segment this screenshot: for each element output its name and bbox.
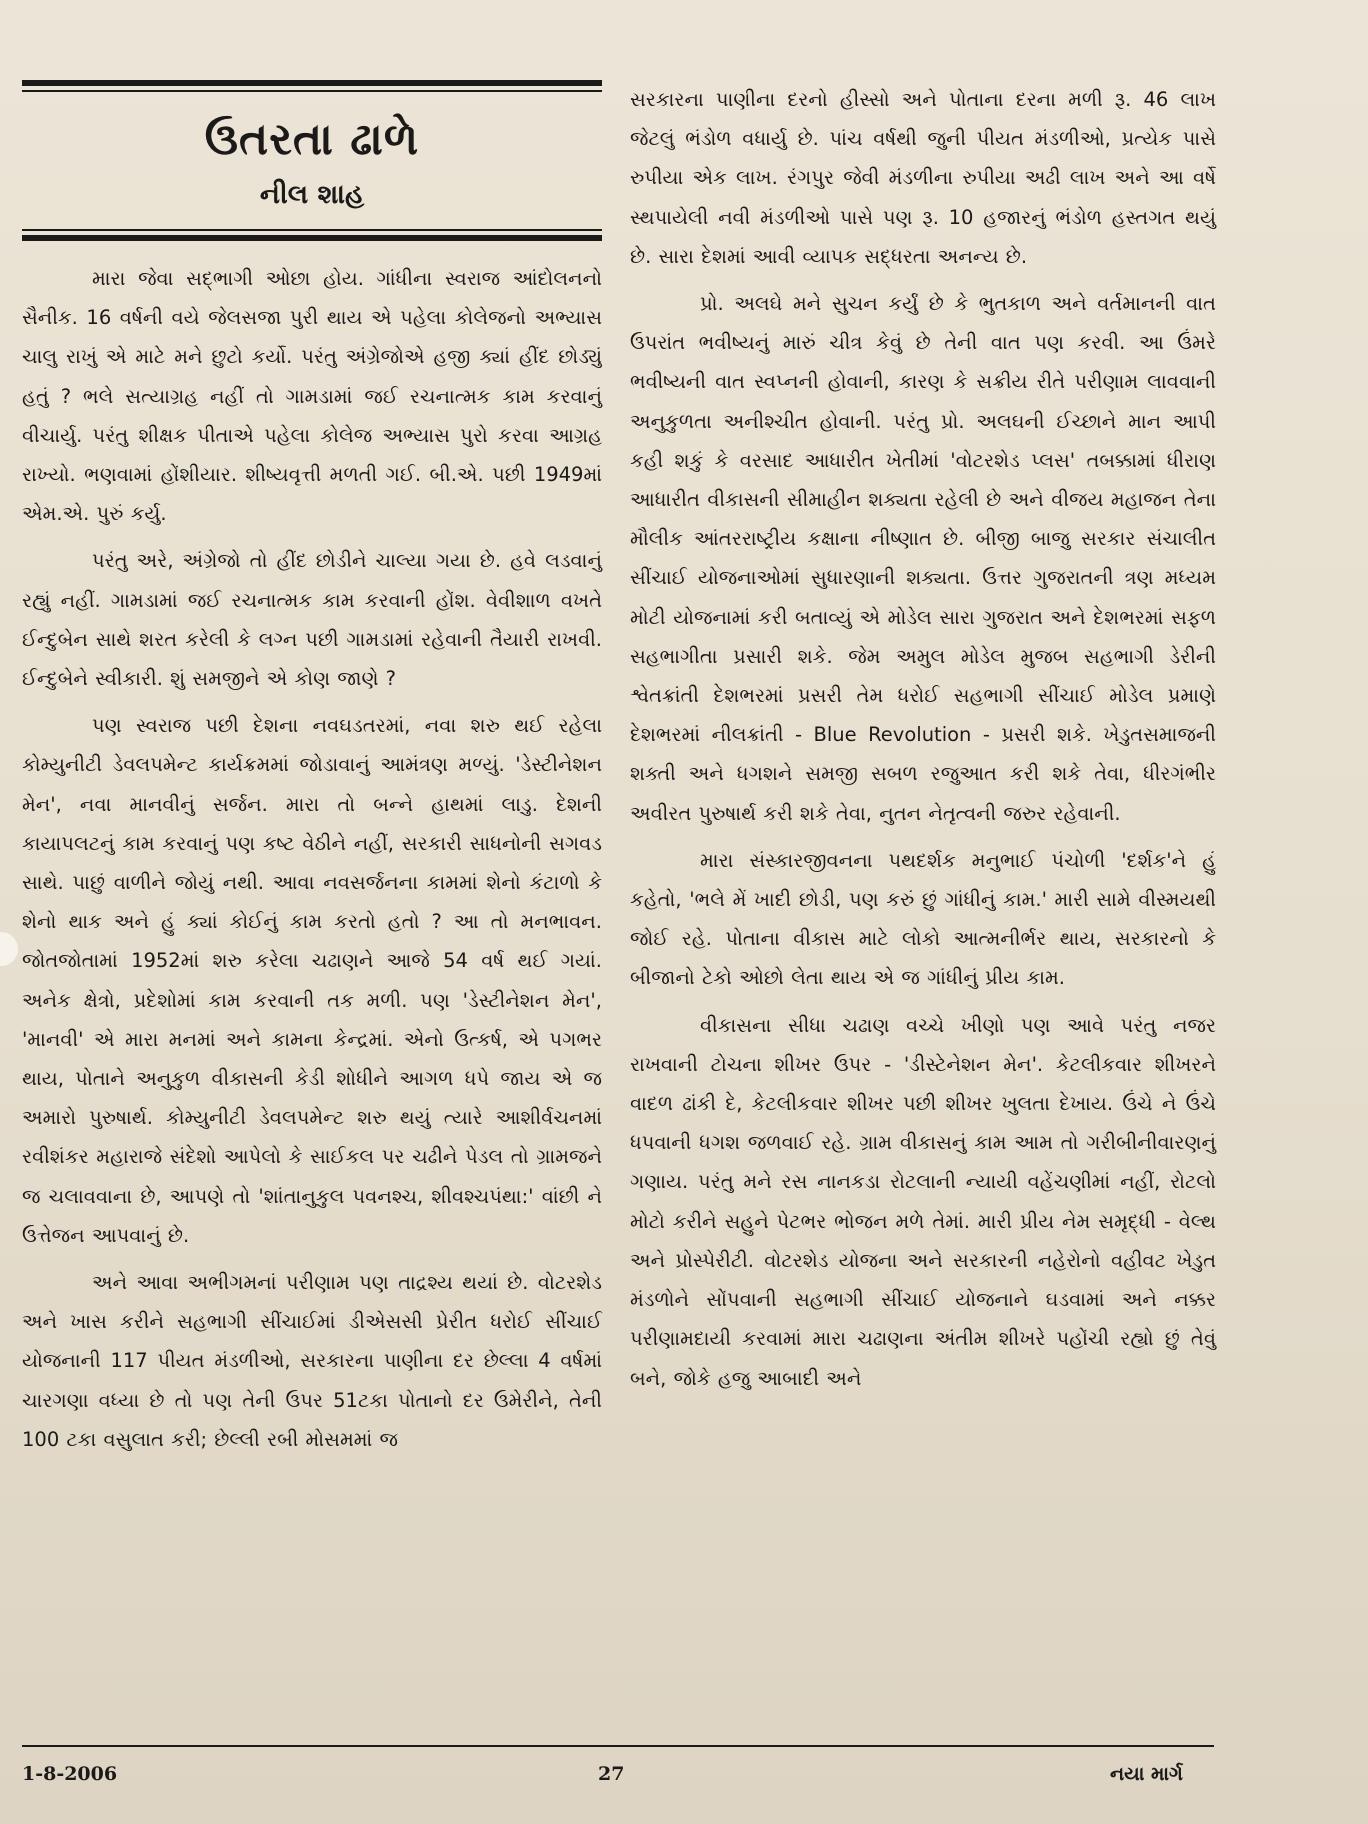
paragraph: પણ સ્વરાજ પછી દેશના નવઘડતરમાં, નવા શરુ થઈ રહેલા કોમ્યુનીટી ડેવલપમેન્ટ કાર્યક્રમમાં જોડાવાનું આમંત્રણ મળ્યું. 'ડેસ્ટીનેશન મેન', નવા માનવીનું સર્જન. મારા તો બન્ને હાથમાં લાડુ. દેશની કાયાપલટનું કામ કરવાનું પણ કષ્ટ વેઠીને નહીં, સરકારી સાધનોની સગવડ સાથે. પાછું વાળીને જોયું નથી. આવા નવસર્જનના કામમાં શેનો કંટાળો કે શેનો થાક અને હું ક્યાં કોઈનું કામ કરતો હતો ? આ તો મનભાવન. જોતજોતામાં 1952માં શરુ કરેલા ચઢાણને આજે 54 વર્ષ થઈ ગયાં. અનેક ક્ષેત્રો, પ્રદેશોમાં કામ કરવાની તક મળી. પણ 'ડેસ્ટીનેશન મેન', 'માનવી' એ મારા મનમાં અને કામના કેન્દ્રમાં. એનો ઉત્કર્ષ, એ પગભર થાય, પોતાને અનુકુળ વીકાસની કેડી શોધીને આગળ ધપે જાય એ જ અમારો પુરુષાર્થ. કોમ્યુનીટી ડેવલપમેન્ટ શરુ થયું ત્યારે આશીર્વચનમાં રવીશંકર મહારાજે સંદેશો આપેલો કે સાઈકલ પર ચઢીને પેડલ તો ગ્રામજને જ ચલાવવાના છે, આપણે તો 'શાંતાનુકુલ પવનશ્ચ, શીવશ્ચપંથા:' વાંછી ને ઉત્તેજન આપવાનું છે. [22,714,602,1247]
right-column [630,80,1216,1406]
article-title: ઉતરતા ઢાળે [204,114,420,165]
paragraph: પરંતુ અરે, અંગ્રેજો તો હીંદ છોડીને ચાલ્યા ગયા છે. હવે લડવાનું રહ્યું નહીં. ગામડામાં જઈ રચનાત્મક કામ કરવાની હોંશ. વેવીશાળ વખતે ઈન્દુબેન સાથે શરત કરેલી કે લગ્ન પછી ગામડામાં રહેવાની તૈયારી રાખવી. ઈન્દુબેને સ્વીકારી. શું સમજીને એ કોણ જાણે ? [22,549,602,691]
paragraph: મારા જેવા સદ્ભાગી ઓછા હોય. ગાંધીના સ્વરાજ આંદોલનનો સૈનીક. 16 વર્ષની વયે જેલસજા પુરી થાય એ પહેલા કોલેજનો અભ્યાસ ચાલુ રાખું એ માટે મને છુટો કર્યો. પરંતુ અંગ્રેજોએ હજી ક્યાં હીંદ છોડ્યું હતું ? ભલે સત્યાગ્રહ નહીં તો ગામડામાં જઈ રચનાત્મક કામ કરવાનું વીચાર્યુ. પરંતુ શીક્ષક પીતાએ પહેલા કોલેજ અભ્યાસ પુરો કરવા આગ્રહ રાખ્યો. ભણવામાં હોંશીયાર. શીષ્યવૃત્તી મળતી ગઈ. બી.એ. પછી 1949માં એમ.એ. પુરું કર્યુ. [22,267,602,526]
left-column [22,80,602,1467]
paragraph: પ્રો. અલઘે મને સુચન કર્યું છે કે ભુતકાળ અને વર્તમાનની વાત ઉપરાંત ભવીષ્યનું મારું ચીત્ર કેવું છે તેની વાત પણ કરવી. આ ઉંમરે ભવીષ્યની વાત સ્વપ્નની હોવાની, કારણ કે સક્રીય રીતે પરીણામ લાવવાની અનુકુળતા અનીશ્ચીત હોવાની. પરંતુ પ્રો. અલઘની ઈચ્છાને માન આપી કહી શકું કે વરસાદ આધારીત ખેતીમાં 'વોટરશેડ પ્લસ' તબક્કામાં ધીરાણ આધારીત વીકાસની સીમાહીન શક્યતા રહેલી છે અને વીજય મહાજન તેના મૌલીક આંતરરાષ્ટ્રીય કક્ષાના નીષ્ણાત છે. બીજી બાજુ સરકાર સંચાલીત સીંચાઈ યોજનાઓમાં સુધારણાની શક્યતા. ઉત્તર ગુજરાતની ત્રણ મધ્યમ મોટી યોજનામાં કરી બતાવ્યું એ મોડેલ સારા ગુજરાત અને દેશભરમાં સફળ સહભાગીતા પ્રસારી શકે. જેમ અમુલ મોડેલ મુજબ સહભાગી ડેરીની શ્વેતક્રાંતી દેશભરમાં પ્રસરી તેમ ધરોઈ સહભાગી સીંચાઈ મોડેલ પ્રમાણે દેશભરમાં નીલક્રાંતી - Blue Revolution - પ્રસરી શકે. ખેડુતસમાજની શક્તી અને ધગશને સમજી સબળ રજુઆત કરી શકે તેવા, ધીરગંભીર અવીરત પુરુષાર્થ કરી શકે તેવા, નુતન નેતૃત્વની જરુર રહેવાની. [630,292,1216,825]
header-rule-top-thin [22,90,602,92]
paragraph: મારા સંસ્કારજીવનના પથદર્શક મનુભાઈ પંચોળી 'દર્શક'ને હું કહેતો, 'ભલે મેં ખાદી છોડી, પણ કરું છું ગાંધીનું કામ.' મારી સામે વીસ્મયથી જોઈ રહે. પોતાના વીકાસ માટે લોકો આત્મનીર્ભર થાય, સરકારનો કે બીજાનો ટેકો ઓછો લેતા થાય એ જ ગાંધીનું પ્રીય કામ. [630,848,1216,990]
issue-date: 1-8-2006 [22,1763,118,1785]
paragraph: અને આવા અભીગમનાં પરીણામ પણ તાદ્રશ્ય થયાં છે. વોટરશેડ અને ખાસ કરીને સહભાગી સીંચાઈમાં ડીએસસી પ્રેરીત ધરોઈ સીંચાઈ યોજનાની 117 પીયત મંડળીઓ, સરકારના પાણીના દર છેલ્લા 4 વર્ષમાં ચારગણા વધ્યા છે તો પણ તેની ઉપર 51ટકા પોતાનો દર ઉમેરીને, તેની 100 ટકા વસુલાત કરી; છેલ્લી રબી મોસમમાં જ [22,1271,602,1451]
article-author: નીલ શાહ [259,179,365,210]
page-number: 27 [598,1763,625,1785]
header-rule-bottom [22,235,602,241]
header-rule-top [22,80,602,86]
torn-hole [0,932,18,966]
footer-rule [22,1745,1214,1747]
header-rule-bottom-thin [22,229,602,231]
paragraph: વીકાસના સીધા ચઢાણ વચ્ચે ખીણો પણ આવે પરંતુ નજર રાખવાની ટોચના શીખર ઉપર - 'ડીસ્ટેનેશન મેન'. કેટલીકવાર શીખરને વાદળ ઢાંકી દે, કેટલીકવાર શીખર પછી શીખર ખુલતા દેખાય. ઉંચે ને ઉંચે ધપવાની ધગશ જળવાઈ રહે. ગ્રામ વીકાસનું કામ આમ તો ગરીબીનીવારણનું ગણાય. પરંતુ મને રસ નાનકડા રોટલાની ન્યાયી વહેંચણીમાં નહીં, રોટલો મોટો કરીને સહુને પેટભર ભોજન મળે તેમાં. મારી પ્રીય નેમ સમૃદ્ધી - વેલ્થ અને પ્રોસ્પેરીટી. વોટરશેડ યોજના અને સરકારની નહેરોનો વહીવટ ખેડુત મંડળોને સોંપવાની સહભાગી સીંચાઈ યોજનાને ઘડવામાં અને નક્કર પરીણામદાયી કરવામાં મારા ચઢાણના અંતીમ શીખરે પહોંચી રહ્યો છું તેવું બને, જોકે હજુ આબાદી અને [630,1013,1216,1390]
paragraph: સરકારના પાણીના દરનો હીસ્સો અને પોતાના દરના મળી રૂ. 46 લાખ જેટલું ભંડોળ વધાર્યુ છે. પાંચ વર્ષથી જુની પીયત મંડળીઓ, પ્રત્યેક પાસે રુપીયા એક લાખ. રંગપુર જેવી મંડળીના રુપીયા અઢી લાખ અને આ વર્ષે સ્થપાયેલી નવી મંડળીઓ પાસે પણ રૂ. 10 હજારનું ભંડોળ હસ્તગત થયું છે. સારા દેશમાં આવી વ્યાપક સદ્ધરતા અનન્ય છે. [630,88,1216,268]
magazine-name: નયા માર્ગ [1110,1763,1183,1785]
